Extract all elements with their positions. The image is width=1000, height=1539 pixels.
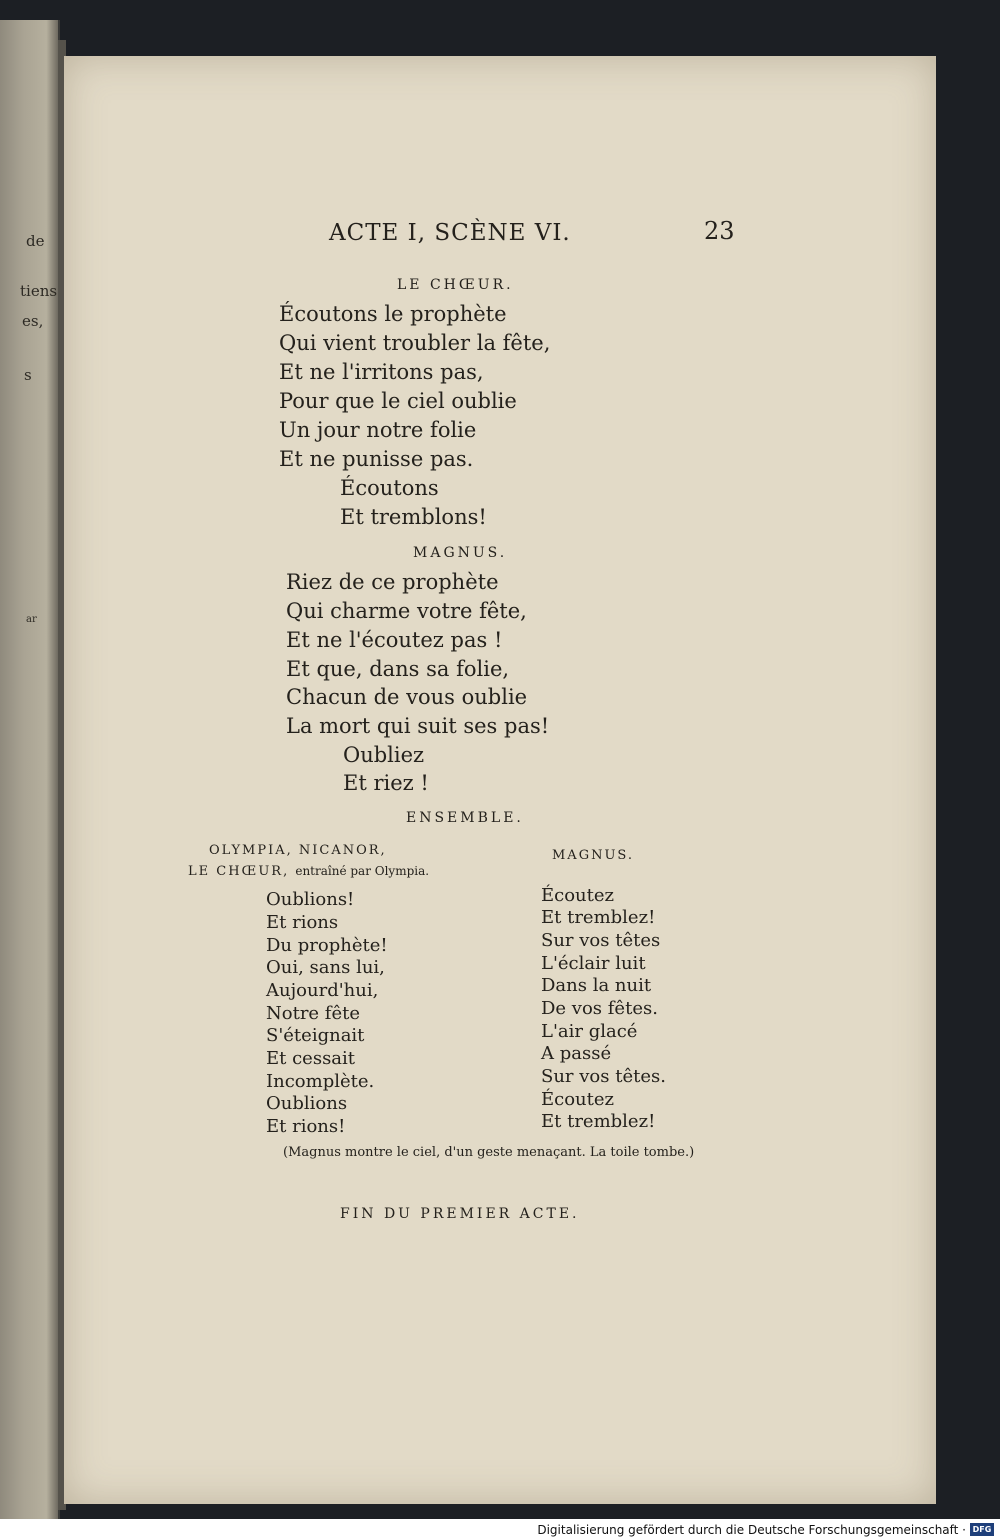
facing-page-fragment: es, [22,312,44,330]
verse-line: Et ne l'irritons pas, [279,360,484,384]
verse-line: Et ne punisse pas. [279,447,474,471]
ensemble-left-heading-2 [188,864,429,879]
ensemble-left-line: Du prophète! [266,935,388,956]
ensemble-right-line: Sur vos têtes. [541,1066,666,1087]
ensemble-right-line: A passé [541,1043,612,1064]
ensemble-left-line: Et rions! [266,1116,346,1137]
verse-line-indented: Oubliez [343,743,425,767]
ensemble-left-line: Oui, sans lui, [266,957,385,978]
verse-line: Qui vient troubler la fête, [279,331,551,355]
end-of-act: FIN DU PREMIER ACTE. [340,1206,580,1222]
ensemble-right-heading: MAGNUS. [552,848,634,863]
speaker-label: MAGNUS. [413,545,508,561]
speaker-label: LE CHŒUR. [397,277,514,293]
digitization-credit: Digitalisierung gefördert durch die Deutsche Forschungsgemeinschaft · [537,1523,966,1537]
ensemble-left-heading-2-name: LE CHŒUR, [188,864,290,879]
facing-page-fragment: de [26,232,45,250]
page-number: 23 [704,217,735,245]
verse-line: Riez de ce prophète [286,570,499,594]
book-page [64,56,936,1504]
ensemble-left-line: Incomplète. [266,1071,375,1092]
ensemble-right-line: L'air glacé [541,1021,638,1042]
verse-line-indented: Et riez ! [343,771,429,795]
ensemble-right-line: Dans la nuit [541,975,652,996]
facing-page-fragment: tiens [20,282,58,300]
stage-direction: (Magnus montre le ciel, d'un geste menaçant. La toile tombe.) [283,1145,695,1160]
facing-page-fragment: s [24,366,32,384]
verse-line: Chacun de vous oublie [286,685,528,709]
ensemble-right-line: De vos fêtes. [541,998,658,1019]
verse-line: Pour que le ciel oublie [279,389,517,413]
ensemble-left-line: Oublions! [266,889,355,910]
verse-line-indented: Et tremblons! [340,505,487,529]
verse-line: Qui charme votre fête, [286,599,527,623]
ensemble-right-line: Et tremblez! [541,907,656,928]
ensemble-right-line: Écoutez [541,885,615,906]
ensemble-label: ENSEMBLE. [406,810,524,826]
ensemble-left-heading-2-note: entraîné par Olympia. [295,864,430,878]
verse-line: Et que, dans sa folie, [286,657,510,681]
facing-page-fragment: ar [26,614,37,625]
ensemble-left-heading: OLYMPIA, NICANOR, [209,843,387,858]
footer-bar [0,1519,1000,1539]
dfg-logo: DFG [970,1523,994,1536]
page-header-title: ACTE I, SCÈNE VI. [329,220,571,246]
verse-line: La mort qui suit ses pas! [286,714,550,738]
ensemble-right-line: Sur vos têtes [541,930,661,951]
ensemble-left-line: Aujourd'hui, [266,980,379,1001]
verse-line: Écoutons le prophète [279,302,507,326]
ensemble-left-line: Et cessait [266,1048,356,1069]
ensemble-right-line: Et tremblez! [541,1111,656,1132]
ensemble-left-line: Et rions [266,912,339,933]
verse-line-indented: Écoutons [340,476,439,500]
ensemble-right-line: L'éclair luit [541,953,646,974]
ensemble-right-line: Écoutez [541,1089,615,1110]
verse-line: Un jour notre folie [279,418,477,442]
facing-page-edge [0,20,60,1520]
ensemble-left-line: Oublions [266,1093,348,1114]
verse-line: Et ne l'écoutez pas ! [286,628,503,652]
ensemble-left-line: S'éteignait [266,1025,365,1046]
ensemble-left-line: Notre fête [266,1003,360,1024]
